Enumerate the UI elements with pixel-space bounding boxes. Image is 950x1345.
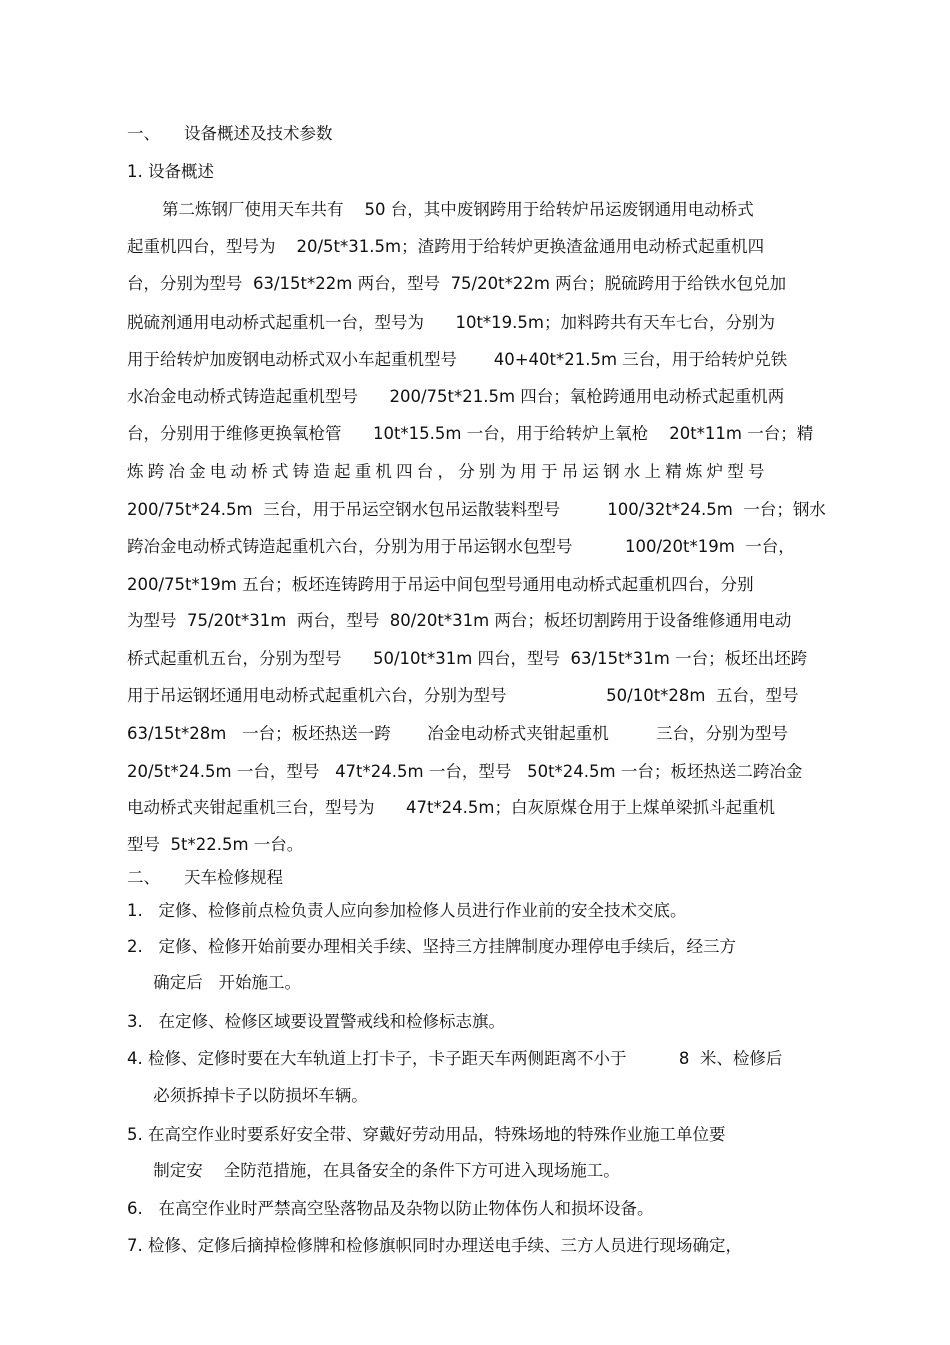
paragraph-line: 用于给转炉加废钢电动桥式双小车起重机型号 40+40t*21.5m 三台，用于给转炉兑铁 bbox=[127, 350, 788, 369]
section2-heading-number: 二、 bbox=[127, 868, 160, 887]
section1-heading-number: 一、 bbox=[127, 124, 160, 143]
list-item: 5. 在高空作业时要系好安全带、穿戴好劳动用品，特殊场地的特殊作业施工单位要 bbox=[127, 1125, 726, 1144]
list-item: 7. 检修、定修后摘掉检修牌和检修旗帜同时办理送电手续、三方人员进行现场确定， bbox=[127, 1236, 742, 1255]
paragraph-line: 用于吊运钢坯通用电动桥式起重机六台，分别为型号 50/10t*28m 五台，型号 bbox=[127, 686, 799, 705]
paragraph-line: 型号 5t*22.5m 一台。 bbox=[127, 835, 304, 854]
paragraph-line: 电动桥式夹钳起重机三台，型号为 47t*24.5m；白灰原煤仓用于上煤单梁抓斗起重机 bbox=[127, 798, 775, 817]
paragraph-line: 炼跨冶金电动桥式铸造起重机四台，分别为用于吊运钢水上精炼炉型号 bbox=[127, 462, 769, 481]
subsection-title: 1. 设备概述 bbox=[127, 162, 214, 181]
list-item: 6. 在高空作业时严禁高空坠落物品及杂物以防止物体伤人和损坏设备。 bbox=[127, 1199, 654, 1218]
list-item: 2. 定修、检修开始前要办理相关手续、坚持三方挂牌制度办理停电手续后，经三方 bbox=[127, 937, 736, 956]
paragraph-line: 台，分别为型号 63/15t*22m 两台，型号 75/20t*22m 两台；脱硫跨用于给铁水包兑加 bbox=[127, 274, 787, 293]
paragraph-line: 跨冶金电动桥式铸造起重机六台，分别为用于吊运钢水包型号 100/20t*19m 一台， bbox=[127, 537, 795, 556]
paragraph-line: 脱硫剂通用电动桥式起重机一台，型号为 10t*19.5m；加料跨共有天车七台，分别为 bbox=[127, 313, 775, 332]
list-item-continuation: 必须拆掉卡子以防损坏车辆。 bbox=[127, 1086, 368, 1105]
paragraph-line: 桥式起重机五台，分别为型号 50/10t*31m 四台，型号 63/15t*31m 一台；板坯出坯跨 bbox=[127, 649, 808, 668]
paragraph-line: 63/15t*28m 一台；板坯热送一跨 冶金电动桥式夹钳起重机 三台，分别为型号 bbox=[127, 724, 788, 743]
paragraph-line: 20/5t*24.5m 一台，型号 47t*24.5m 一台，型号 50t*24.5m 一台；板坯热送二跨冶金 bbox=[127, 762, 803, 781]
paragraph-line: 第二炼钢厂使用天车共有 50 台，其中废钢跨用于给转炉吊运废钢通用电动桥式 bbox=[162, 200, 754, 219]
paragraph-line: 台，分别用于维修更换氧枪管 10t*15.5m 一台，用于给转炉上氧枪 20t*11m 一台；精 bbox=[127, 424, 814, 443]
list-item-continuation: 确定后 开始施工。 bbox=[127, 973, 301, 992]
paragraph-line: 起重机四台，型号为 20/5t*31.5m；渣跨用于给转炉更换渣盆通用电动桥式起重机四 bbox=[127, 237, 765, 256]
list-item-continuation: 制定安 全防范措施，在具备安全的条件下方可进入现场施工。 bbox=[127, 1161, 620, 1180]
list-item: 3. 在定修、检修区域要设置警戒线和检修标志旗。 bbox=[127, 1012, 505, 1031]
paragraph-line: 200/75t*24.5m 三台，用于吊运空钢水包吊运散装料型号 100/32t*24.5m 一台；钢水 bbox=[127, 500, 826, 519]
list-item: 4. 检修、定修时要在大车轨道上打卡子，卡子距天车两侧距离不小于 8 米、检修后 bbox=[127, 1049, 783, 1068]
section1-heading: 设备概述及技术参数 bbox=[184, 124, 333, 143]
paragraph-line: 200/75t*19m 五台；板坯连铸跨用于吊运中间包型号通用电动桥式起重机四台，分别 bbox=[127, 575, 754, 594]
list-item: 1. 定修、检修前点检负责人应向参加检修人员进行作业前的安全技术交底。 bbox=[127, 901, 687, 920]
paragraph-line: 为型号 75/20t*31m 两台，型号 80/20t*31m 两台；板坯切割跨用于设备维修通用电动 bbox=[127, 611, 792, 630]
paragraph-line: 水冶金电动桥式铸造起重机型号 200/75t*21.5m 四台；氧枪跨通用电动桥式起重机两 bbox=[127, 387, 785, 406]
section2-heading: 天车检修规程 bbox=[184, 868, 283, 887]
